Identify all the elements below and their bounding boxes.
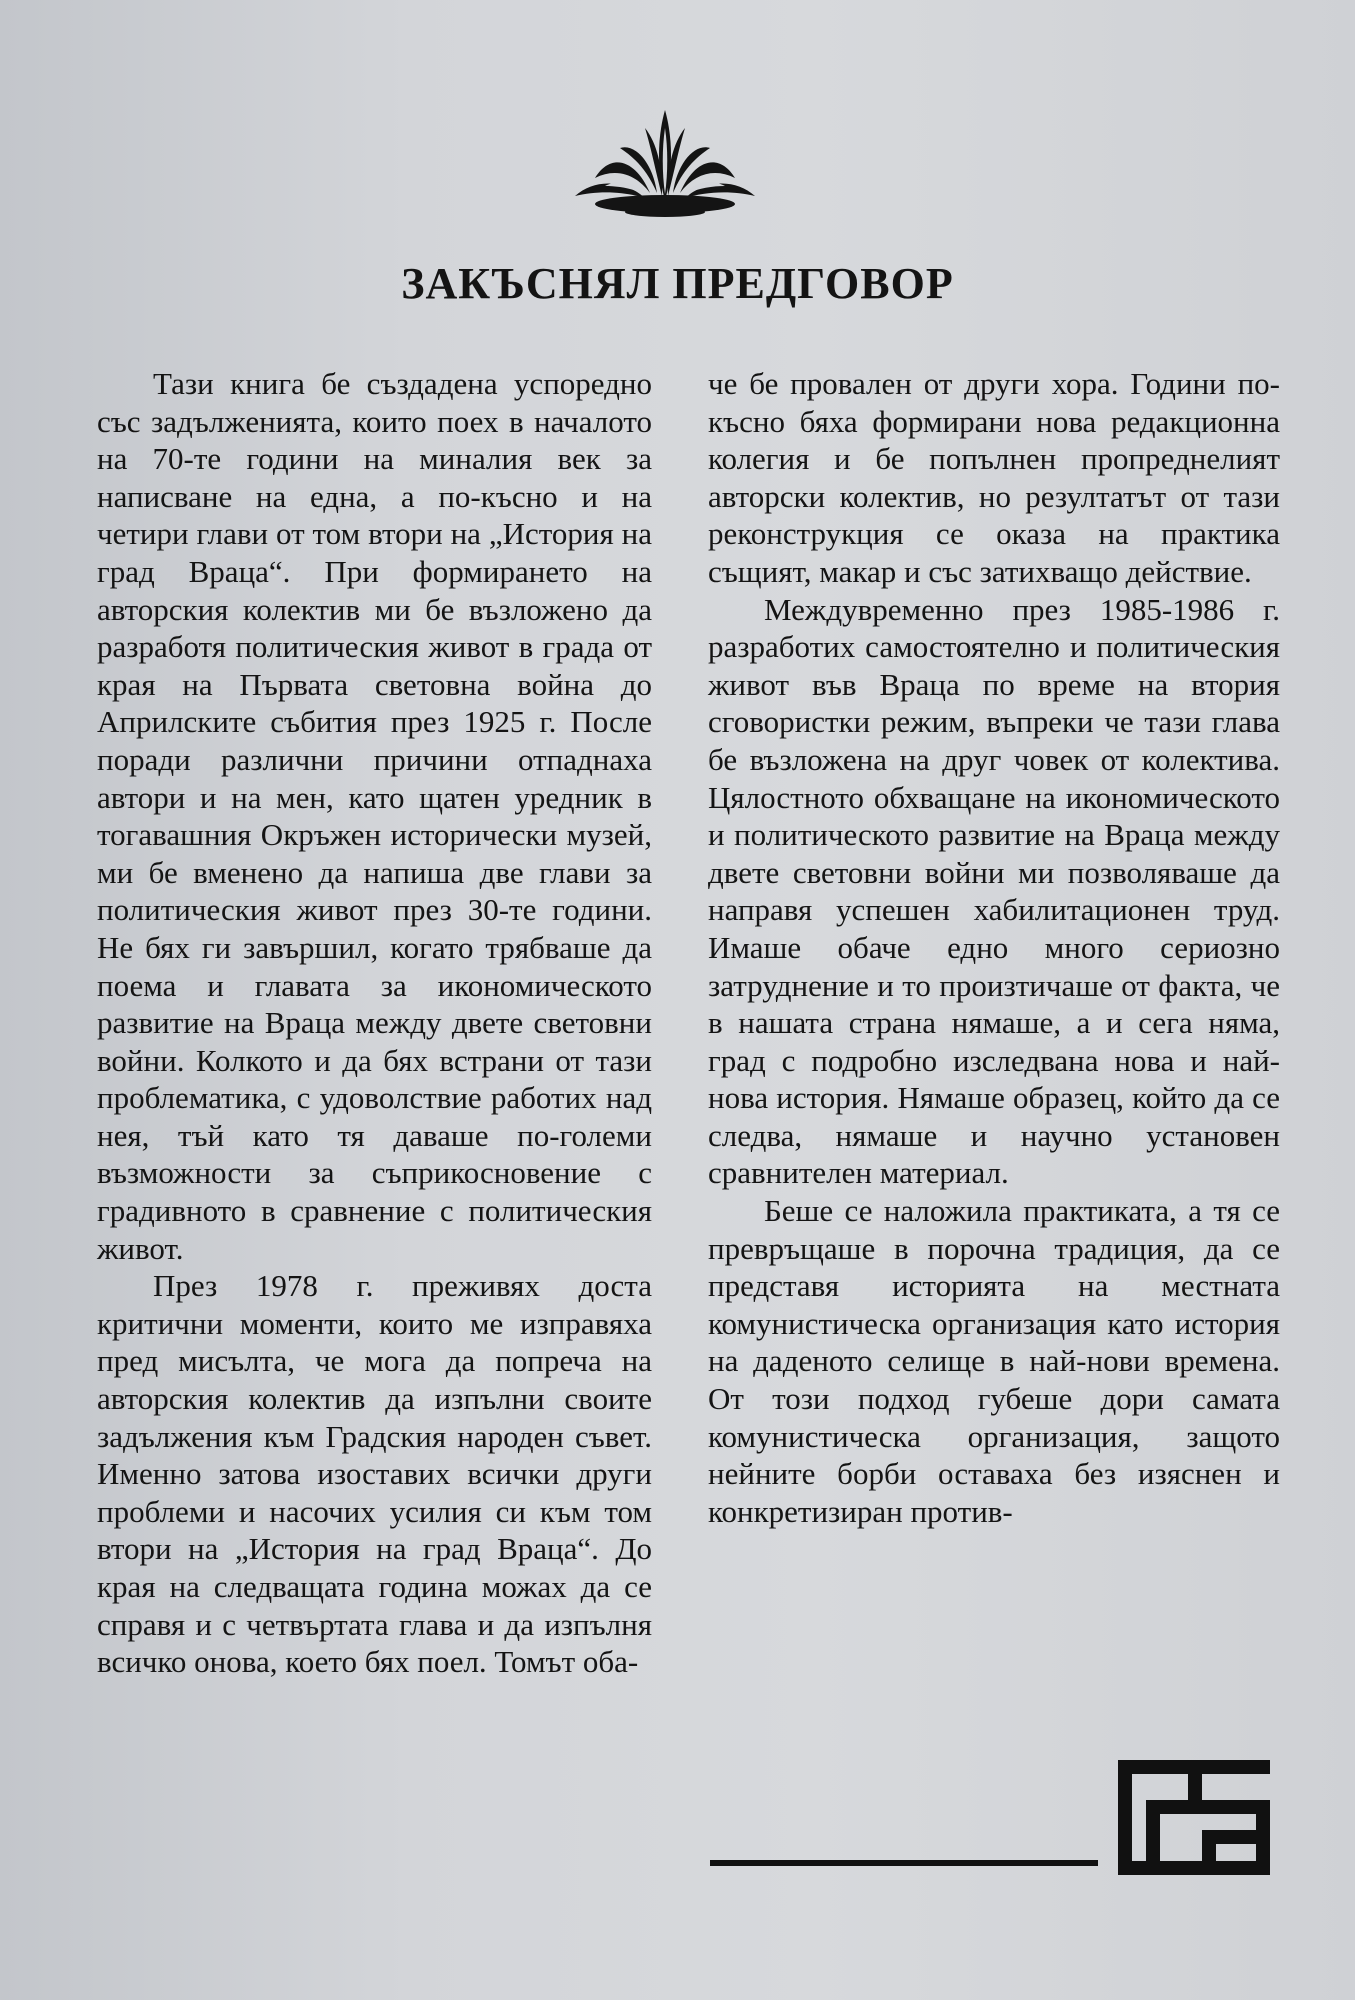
page-title: ЗАКЪСНЯЛ ПРЕДГОВОР bbox=[401, 259, 954, 308]
publisher-logo-icon bbox=[1118, 1760, 1270, 1875]
lotus-ornament-icon bbox=[565, 108, 765, 218]
left-text-column bbox=[97, 365, 652, 1681]
footer-rule bbox=[710, 1860, 1098, 1866]
paragraph: Междувременно през 1985-1986 г. разработих самостоятелно и политическия живот във Враца по време на втория сговористки режим, въпреки че тази глава бе възложена на друг човек от колектива. Цялостното обхващане на икономическото и политическото развитие на Враца между двете световни войни ми позволяваше да направя успешен хабилитационен труд. Имаше обаче едно много сериозно затруднение и то произтичаше от факта, че в нашата страна нямаше, а и сега няма, град с подробно изследвана нова и най-нова история. Нямаше образец, който да се следва, нямаше и научно установен сравнителен материал. bbox=[708, 591, 1280, 1191]
paragraph: че бе провален от други хора. Години по-късно бяха формирани нова редакционна колегия и бе попълнен пропреднелият авторски колектив, но резултатът от тази реконструкция се оказа на практика същият, макар и със затихващо действие. bbox=[708, 366, 1280, 589]
right-text-column bbox=[708, 365, 1280, 1530]
paragraph: Тази книга бе създадена успоредно със задълженията, които поех в началото на 70-те години на миналия век за написване на една, а по-късно и на четири глави от том втори на „История на град Враца“. При формирането на авторския колектив ми бе възложено да разработя политическия живот в града от края на Първата световна война до Априлските събития през 1925 г. После поради различни причини отпаднаха автори и на мен, като щатен уредник в тогавашния Окръжен исторически музей, ми бе вменено да напиша две глави за политическия живот през 30-те години. Не бях ги завършил, когато трябваше да поема и главата за икономическото развитие на Враца между двете световни войни. Колкото и да бях встрани от тази проблематика, с удоволствие работих над нея, тъй като тя даваше по-големи възможности за съприкосновение с градивното в сравнение с политическия живот. bbox=[97, 366, 652, 1266]
paragraph: Беше се наложила практиката, а тя се превръщаше в порочна традиция, да се представя историята на местната комунистическа организация като история на даденото селище в най-нови времена. От този подход губеше дори самата комунистическа организация, защото нейните борби оставаха без изяснен и конкретизиран против- bbox=[708, 1193, 1280, 1529]
paragraph: През 1978 г. преживях доста критични моменти, които ме изправяха пред мисълта, че мога да попреча на авторския колектив да изпълни своите задължения към Градския народен съвет. Именно затова изоставих всички други проблеми и насочих усилия си към том втори на „История на град Враца“. До края на следващата година можах да се справя и с четвъртата глава и да изпълня всичко онова, което бях поел. Томът оба- bbox=[97, 1268, 652, 1680]
